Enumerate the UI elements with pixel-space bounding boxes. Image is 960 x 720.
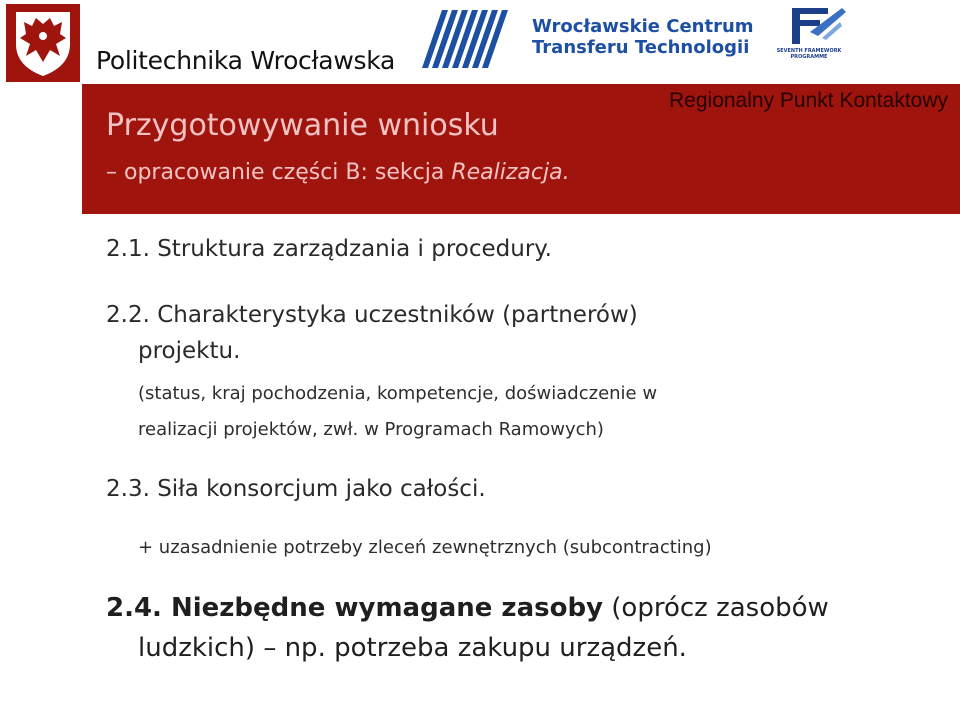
list-item: 2.3. Siła konsorcjum jako całości. xyxy=(106,476,486,502)
stripes-logo-icon xyxy=(412,4,522,76)
region-label: Regionalny Punkt Kontaktowy xyxy=(669,89,948,112)
list-item: 2.2. Charakterystyka uczestników (partnerów) xyxy=(106,302,638,328)
fp7-caption xyxy=(770,48,848,60)
fp7-line2: PROGRAMME xyxy=(790,54,828,60)
fp7-logo-icon xyxy=(770,4,848,78)
slide-content xyxy=(0,214,960,720)
title-band xyxy=(82,84,960,214)
list-item-rest: (oprócz zasobów xyxy=(603,593,829,623)
list-item xyxy=(106,590,829,626)
wctt-line2: Transferu Technologii xyxy=(532,37,750,58)
page-subtitle xyxy=(106,160,570,185)
wctt-name xyxy=(532,16,754,58)
subtitle-italic: Realizacja. xyxy=(451,160,570,185)
subtitle-prefix: – opracowanie części B: sekcja xyxy=(106,160,452,185)
list-note: (status, kraj pochodzenia, kompetencje, doświadczenie w xyxy=(138,383,658,404)
list-note: + uzasadnienie potrzeby zleceń zewnętrznych (subcontracting) xyxy=(138,537,712,558)
fp7-line1: SEVENTH FRAMEWORK xyxy=(776,48,842,54)
list-item: 2.1. Struktura zarządzania i procedury. xyxy=(106,236,552,262)
list-item-bold: 2.4. Niezbędne wymagane zasoby xyxy=(106,593,604,623)
eagle-shield-icon xyxy=(6,4,80,82)
wctt-logo xyxy=(412,2,754,78)
list-note: realizacji projektów, zwł. w Programach Ramowych) xyxy=(138,419,604,440)
list-item-continuation: projektu. xyxy=(138,338,241,364)
page-title: Przygotowywanie wniosku xyxy=(106,108,499,143)
wctt-line1: Wrocławskie Centrum xyxy=(532,16,754,37)
university-name: Politechnika Wrocławska xyxy=(96,46,395,75)
logo-header xyxy=(0,0,960,84)
list-item-continuation: ludzkich) – np. potrzeba zakupu urządzeń. xyxy=(138,633,687,663)
